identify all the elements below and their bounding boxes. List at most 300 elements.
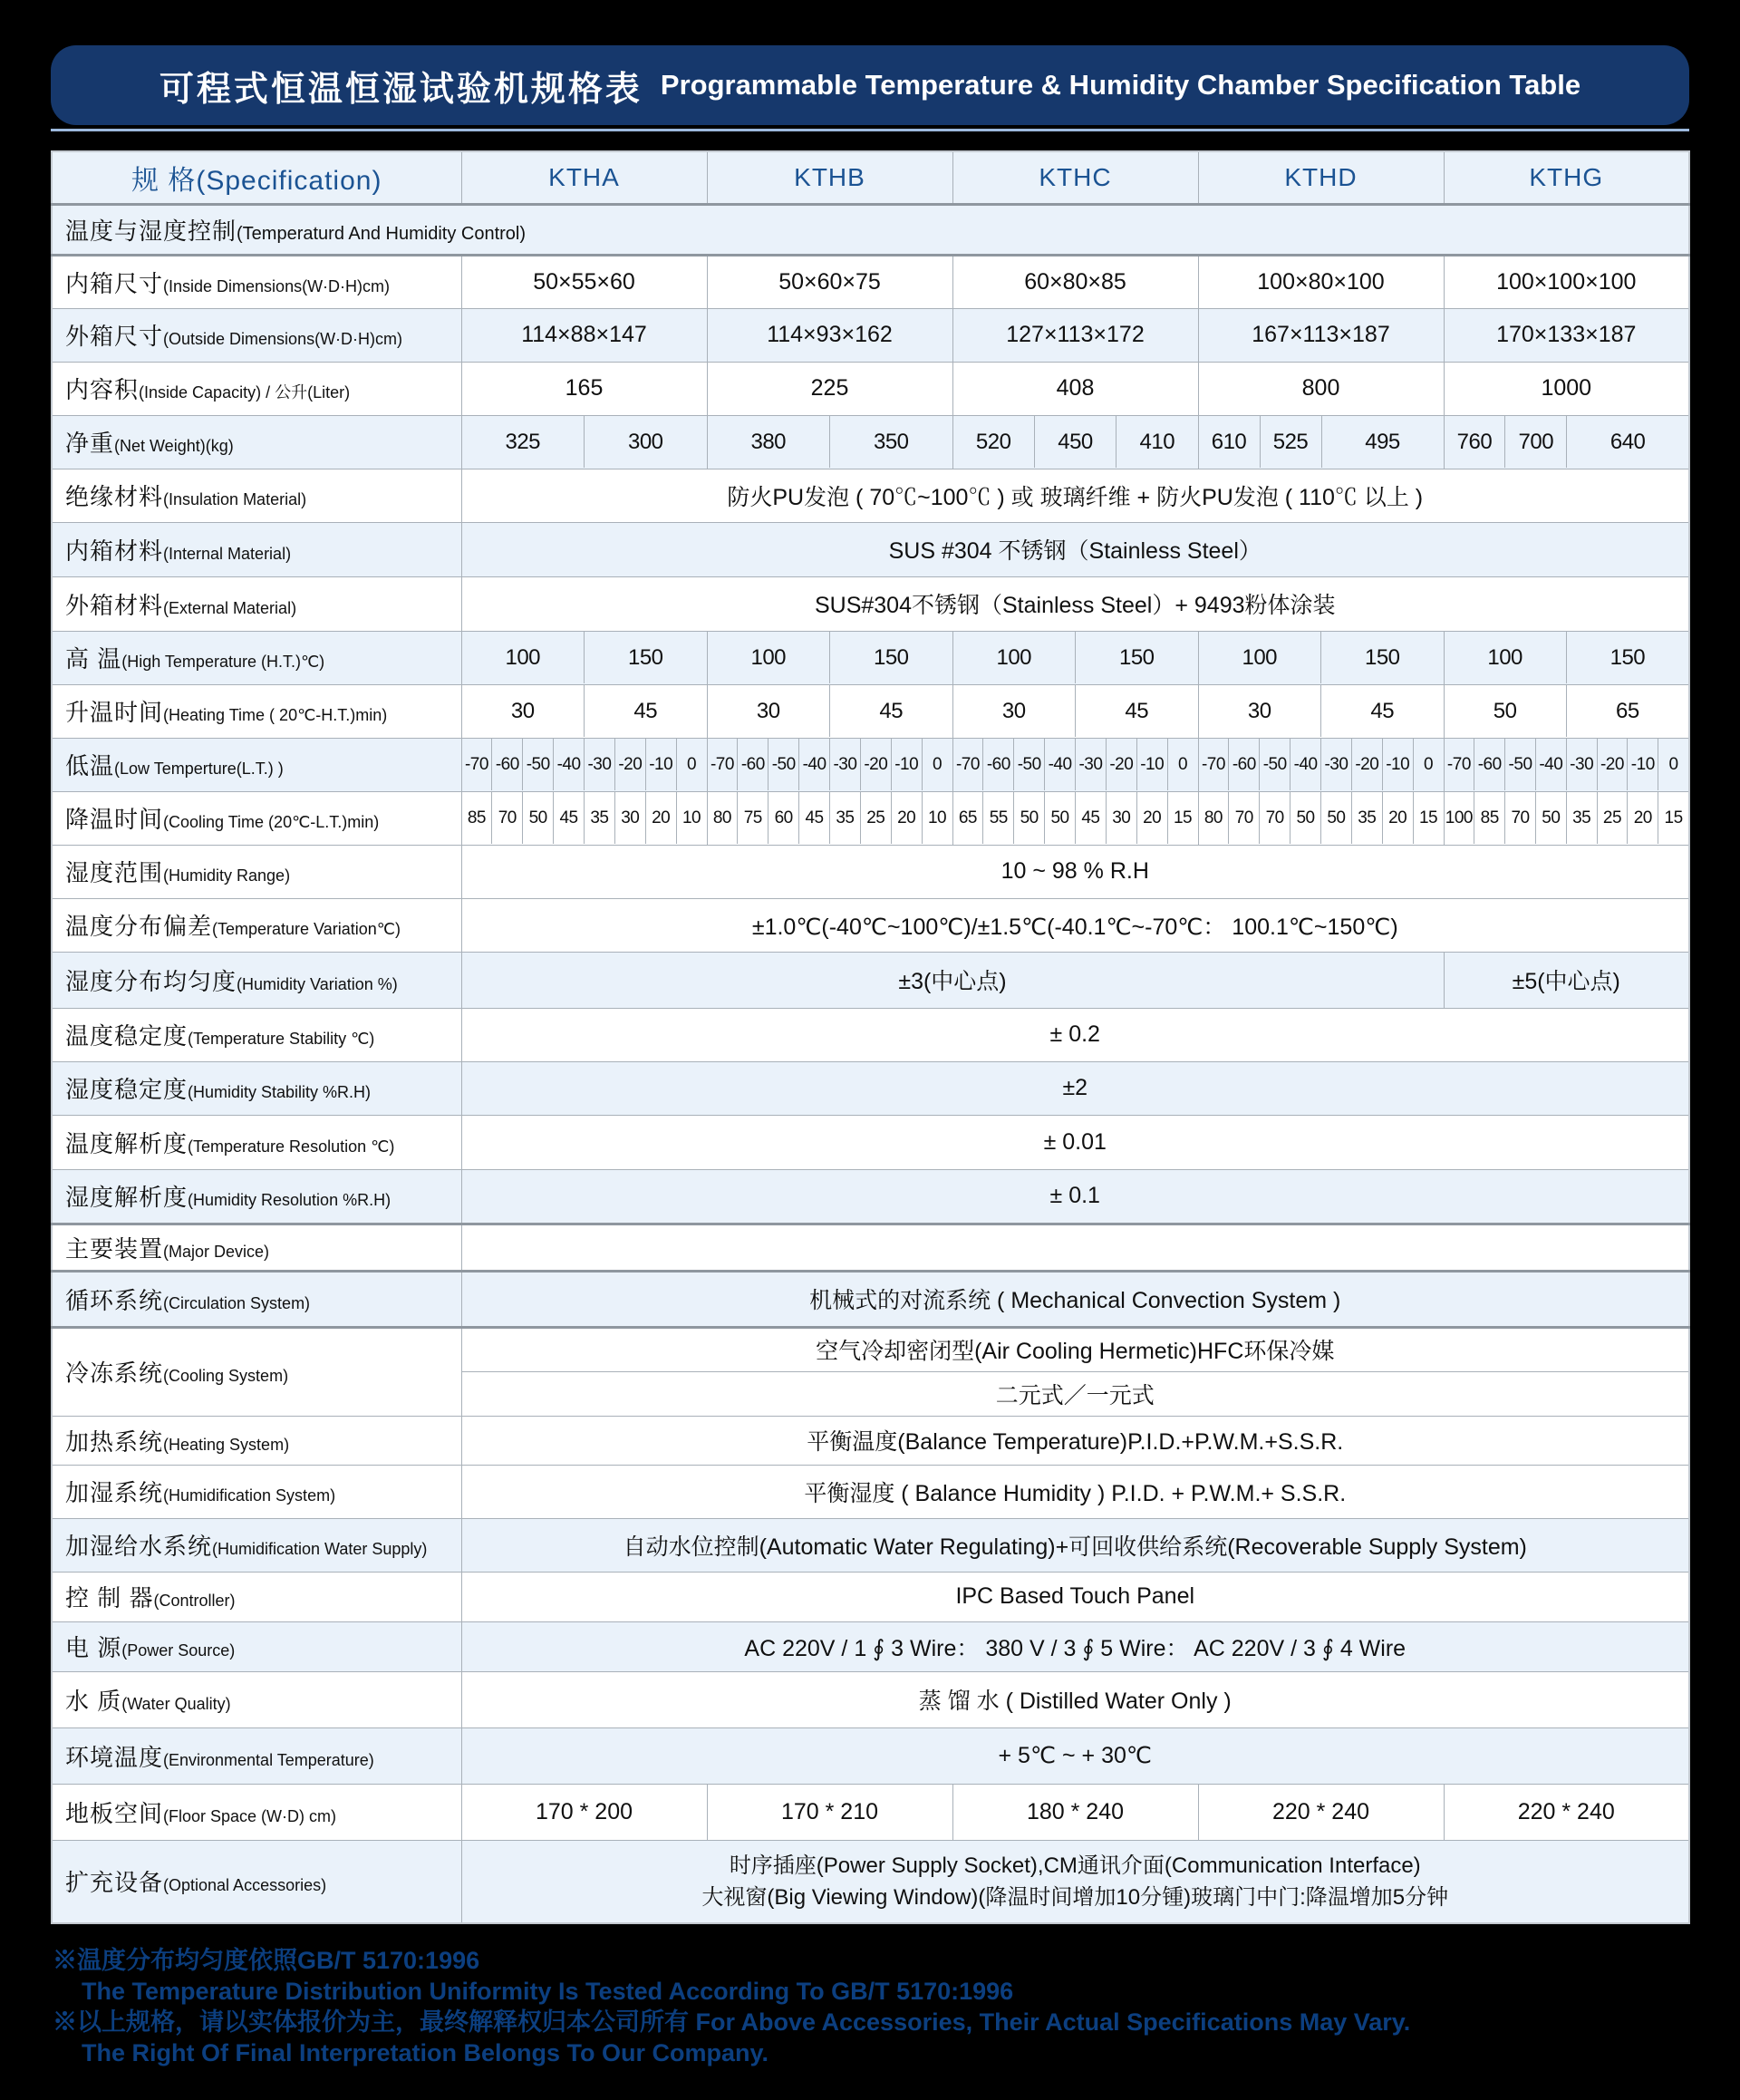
row-label-en: (Inside Capacity) / 公升(Liter): [139, 383, 351, 402]
row-value-cell: 408: [952, 362, 1198, 415]
row-value-cell: 0: [676, 739, 707, 790]
row-value-cell: 70: [1228, 792, 1259, 844]
row-label-en: (Power Source): [121, 1641, 236, 1660]
row-label-zh: 低温: [65, 752, 115, 779]
row-label-zh: 温度稳定度: [65, 1022, 188, 1050]
row-value-cell: -40: [1290, 739, 1320, 790]
row-label: [52, 1224, 461, 1271]
row-label-en: (Humidification Water Supply): [212, 1540, 428, 1558]
row-label-zh: 加湿系统: [65, 1479, 164, 1506]
row-value-cell: 0: [922, 739, 952, 790]
row-value-cell: 50×60×75: [707, 255, 952, 308]
row-label: [52, 898, 461, 952]
row-subrow: [708, 792, 952, 844]
row-label-en: (Low Temperture(L.T.) ): [114, 760, 284, 778]
row-label-zh: 内箱材料: [65, 537, 164, 565]
row-label: [52, 204, 1689, 255]
row-label: [52, 1169, 461, 1224]
row-value-cell: -10: [1627, 739, 1658, 790]
row-value-cell: -30: [1566, 739, 1597, 790]
row-subrow: [953, 685, 1198, 737]
row-value-cell: -50: [768, 739, 798, 790]
page-title-en: Programmable Temperature & Humidity Chamber Specification Table: [660, 69, 1581, 101]
spec-row-humidity-range: [52, 845, 1689, 898]
row-label: [52, 1840, 461, 1923]
row-label-en: (Major Device): [163, 1242, 270, 1261]
row-label-en: (Controller): [153, 1592, 236, 1610]
row-label-zh: 循环系统: [65, 1286, 164, 1314]
spec-row-insulation-material: [52, 469, 1689, 522]
row-value-cell: 50: [1044, 792, 1075, 844]
row-label-en: (Temperature Variation℃): [212, 920, 401, 938]
row-value-cell: 30: [614, 792, 645, 844]
row-value-group: [1444, 631, 1689, 684]
row-value-cell: 150: [1566, 632, 1688, 683]
row-value: 二元式／一元式: [461, 1371, 1689, 1416]
row-value-cell: 45: [1075, 792, 1106, 844]
row-value: 平衡湿度 ( Balance Humidity ) P.I.D. + P.W.M.+ S.S.R.: [461, 1465, 1689, 1518]
spec-row-internal-material: [52, 522, 1689, 576]
row-value-cell: 85: [1474, 792, 1504, 844]
row-label: [52, 362, 461, 415]
row-value-group: [952, 791, 1198, 845]
footnote-line: ※以上规格，请以实体报价为主，最终解释权归本公司所有 For Above Accessories, Their Actual Specifications May Vary.: [53, 2008, 1411, 2036]
row-value-cell: 114×93×162: [707, 308, 952, 362]
footnotes: [53, 1945, 1675, 2068]
row-subrow: [953, 792, 1198, 844]
row-value-group: [461, 738, 707, 791]
row-subrow: [1445, 632, 1689, 683]
row-value: [461, 1224, 1689, 1271]
row-value: + 5℃ ~ + 30℃: [461, 1727, 1689, 1784]
row-value-cell: 65: [958, 808, 977, 827]
row-label-zh: 内箱尺寸: [65, 269, 164, 297]
row-label: [52, 415, 461, 469]
row-label-en: (Temperature Stability ℃): [188, 1030, 375, 1048]
row-value-group: [707, 415, 952, 469]
row-label-en: (External Material): [163, 598, 297, 617]
row-value-cell: 45: [1320, 685, 1444, 737]
row-label: [52, 952, 461, 1008]
row-value: ±3(中心点): [461, 952, 1444, 1008]
row-value-cell: -40: [798, 739, 829, 790]
row-value-cell: 150: [1320, 632, 1444, 683]
row-value-cell: 220 * 240: [1198, 1784, 1444, 1840]
row-subrow: [1199, 739, 1444, 790]
row-value-cell: -60: [1474, 739, 1504, 790]
row-value-group: [1198, 631, 1444, 684]
row-label-zh: 扩充设备: [65, 1869, 164, 1897]
row-value-group: [1444, 738, 1689, 791]
row-value-group: [952, 738, 1198, 791]
row-label-en: (Humidity Variation %): [237, 974, 398, 993]
row-value-cell: 10: [676, 792, 707, 844]
row-label-en: (Floor Space (W·D) cm): [163, 1806, 337, 1825]
row-value: ± 0.01: [461, 1115, 1689, 1169]
row-label-zh: 绝缘材料: [65, 483, 164, 510]
row-value-cell: 35: [829, 792, 860, 844]
row-label: [52, 791, 461, 845]
spec-row-circulation-system: [52, 1271, 1689, 1327]
row-label-zh: 水 质: [65, 1687, 122, 1715]
spec-row-net-weight: [52, 415, 1689, 469]
spec-row-temperature-resolution: [52, 1115, 1689, 1169]
row-value-cell: 20: [1382, 792, 1413, 844]
row-value-cell: 150: [1075, 632, 1198, 683]
row-value-cell: -20: [860, 739, 891, 790]
row-value-cell: -70: [710, 754, 734, 774]
row-value-cell: 20: [645, 792, 676, 844]
row-value-group: [707, 684, 952, 738]
row-value-cell: 45: [1075, 685, 1198, 737]
row-value-group: [1444, 791, 1689, 845]
row-value-cell: 325: [505, 429, 541, 454]
spec-row-high-temperature: [52, 631, 1689, 684]
row-value-cell: 55: [982, 792, 1013, 844]
row-value-cell: -10: [1382, 739, 1413, 790]
model-header-ktha: KTHA: [461, 151, 707, 204]
row-label-en: (Humidity Resolution %R.H): [188, 1191, 392, 1209]
row-label-en: (Insulation Material): [163, 490, 307, 508]
row-label-zh: 冷冻系统: [65, 1360, 164, 1387]
spec-row-temperature-variation: [52, 898, 1689, 952]
row-value-cell: -30: [1320, 739, 1351, 790]
spec-row-controller: [52, 1572, 1689, 1621]
row-value-cell: 170×133×187: [1444, 308, 1689, 362]
row-value-cell: -70: [464, 754, 488, 774]
row-label: [52, 1727, 461, 1784]
row-value-cell: 30: [1001, 698, 1026, 723]
row-label: [52, 631, 461, 684]
row-value-cell: 800: [1198, 362, 1444, 415]
row-label-en: (Cooling System): [163, 1367, 289, 1385]
row-value-cell: -20: [1106, 739, 1136, 790]
row-value-cell: -30: [829, 739, 860, 790]
row-value-cell: 0: [1167, 739, 1198, 790]
row-label-zh: 湿度稳定度: [65, 1076, 188, 1103]
row-label-zh: 主要装置: [65, 1234, 164, 1263]
row-value-cell: 300: [584, 416, 707, 468]
row-value: IPC Based Touch Panel: [461, 1572, 1689, 1621]
row-value-group: [1444, 415, 1689, 469]
row-label: [52, 469, 461, 522]
row-value-cell: 50: [1290, 792, 1320, 844]
row-value: 机械式的对流系统 ( Mechanical Convection System ): [461, 1271, 1689, 1327]
model-header-kthc: KTHC: [952, 151, 1198, 204]
row-value-cell: 35: [584, 792, 614, 844]
banner-underline: [51, 129, 1689, 131]
row-subrow: [462, 416, 707, 468]
row-value-cell: -40: [1044, 739, 1075, 790]
row-value-cell: 35: [1351, 792, 1382, 844]
row-value-cell: 15: [1167, 792, 1198, 844]
row-value-cell: 100×100×100: [1444, 255, 1689, 308]
row-value-cell: 60: [768, 792, 798, 844]
row-subrow: [1199, 416, 1444, 468]
row-value-cell: 100: [1445, 808, 1473, 827]
row-label-zh: 湿度分布均匀度: [65, 967, 237, 995]
row-label: [52, 1518, 461, 1572]
row-value-cell: -50: [1259, 739, 1290, 790]
spec-row-heating-time: [52, 684, 1689, 738]
row-label-zh: 电 源: [65, 1634, 122, 1661]
row-subrow: [708, 416, 952, 468]
row-label-en: (Humidity Range): [163, 866, 291, 885]
row-value-cell: 25: [1597, 792, 1628, 844]
row-label-zh: 温度解析度: [65, 1129, 188, 1157]
row-value-cell: 20: [1136, 792, 1167, 844]
row-value-group: [461, 415, 707, 469]
row-value-cell: 100: [750, 644, 787, 670]
row-value-cell: 70: [1259, 792, 1290, 844]
row-value-cell: 70: [491, 792, 522, 844]
row-value: 蒸 馏 水 ( Distilled Water Only ): [461, 1671, 1689, 1727]
row-label-zh: 加湿给水系统: [65, 1533, 213, 1560]
row-label: [52, 1465, 461, 1518]
spec-row-humidity-variation: [52, 952, 1689, 1008]
row-value-cell: 150: [584, 632, 707, 683]
row-label-en: (Heating Time ( 20℃-H.T.)min): [163, 706, 388, 724]
row-value-group: [707, 791, 952, 845]
row-value-cell: 60×80×85: [952, 255, 1198, 308]
row-value-cell: 65: [1566, 685, 1688, 737]
row-label-zh: 升温时间: [65, 699, 164, 726]
row-value-cell: 150: [829, 632, 952, 683]
row-value-cell: 640: [1566, 416, 1688, 468]
row-value-group: [952, 415, 1198, 469]
spec-row-external-material: [52, 576, 1689, 631]
row-value-group: [1198, 738, 1444, 791]
row-value-cell: 50: [1013, 792, 1044, 844]
row-value-cell: -70: [1446, 754, 1471, 774]
row-value-cell: -20: [1351, 739, 1382, 790]
row-value-cell: 520: [975, 429, 1011, 454]
spec-row-heating-system: [52, 1416, 1689, 1465]
row-value-cell: 20: [891, 792, 922, 844]
row-value: 10 ~ 98 % R.H: [461, 845, 1689, 898]
row-label-zh: 外箱尺寸: [65, 323, 164, 350]
row-label-zh: 控 制 器: [65, 1584, 154, 1611]
row-value-cell: 1000: [1444, 362, 1689, 415]
row-label: [52, 1572, 461, 1621]
row-label-en: (Environmental Temperature): [163, 1750, 374, 1769]
row-value-cell: -30: [584, 739, 614, 790]
row-label-en: (Internal Material): [163, 544, 292, 563]
row-label-zh: 降温时间: [65, 806, 164, 833]
footnote-line: ※温度分布均匀度依照GB/T 5170:1996: [53, 1947, 480, 1974]
row-label: [52, 308, 461, 362]
row-value-cell: -50: [522, 739, 553, 790]
row-value-cell: 30: [756, 698, 780, 723]
row-value-cell: 220 * 240: [1444, 1784, 1689, 1840]
row-value-cell: 45: [584, 685, 707, 737]
row-value-cell: -10: [645, 739, 676, 790]
row-value: ± 0.1: [461, 1169, 1689, 1224]
row-label-en: (High Temperature (H.T.)℃): [121, 653, 325, 671]
row-value-cell: 100×80×100: [1198, 255, 1444, 308]
row-subrow: [708, 739, 952, 790]
spec-row-environmental-temperature: [52, 1727, 1689, 1784]
row-label: [52, 576, 461, 631]
row-value: AC 220V / 1 ∮ 3 Wire： 380 V / 3 ∮ 5 Wire： AC 220V / 3 ∮ 4 Wire: [461, 1621, 1689, 1671]
row-label-zh: 加热系统: [65, 1427, 164, 1456]
row-label: [52, 845, 461, 898]
row-value-group: [1198, 791, 1444, 845]
row-value-group: [1198, 415, 1444, 469]
row-value-cell: -20: [1597, 739, 1628, 790]
row-label-en: (Inside Dimensions(W·D·H)cm): [163, 276, 391, 295]
row-value-cell: 100: [996, 644, 1032, 670]
spec-row-humidification-system: [52, 1465, 1689, 1518]
row-value-cell: 30: [510, 698, 535, 723]
row-value-cell: 50: [1320, 792, 1351, 844]
spec-row-inside-dimensions: [52, 255, 1689, 308]
row-subrow: [462, 685, 707, 737]
row-label-zh: 内容积: [65, 376, 140, 403]
row-label-en: (Heating System): [163, 1435, 290, 1454]
row-label-en: (Net Weight)(kg): [114, 437, 234, 455]
row-label-zh: 高 温: [65, 645, 122, 673]
row-label-en: (Water Quality): [121, 1694, 231, 1713]
row-value-cell: -10: [1136, 739, 1167, 790]
row-value-cell: 380: [750, 429, 787, 454]
row-value-cell: -30: [1075, 739, 1106, 790]
row-value-cell: -40: [553, 739, 584, 790]
footnote-line: The Temperature Distribution Uniformity Is Tested According To GB/T 5170:1996: [82, 1978, 1014, 2005]
spec-row-power-source: [52, 1621, 1689, 1671]
row-value-cell: 80: [712, 808, 731, 827]
row-value-cell: 15: [1658, 792, 1688, 844]
row-value-cell: 0: [1413, 739, 1444, 790]
spec-header-row: [52, 151, 1689, 204]
row-label: [52, 684, 461, 738]
row-value: ±1.0℃(-40℃~100℃)/±1.5℃(-40.1℃~-70℃： 100.1℃~150℃): [461, 898, 1689, 952]
row-value-cell: -40: [1535, 739, 1566, 790]
row-label: [52, 1061, 461, 1115]
row-value-cell: 70: [1504, 792, 1535, 844]
row-value-cell: 170 * 200: [461, 1784, 707, 1840]
row-subrow: [462, 739, 707, 790]
row-label-zh: 地板空间: [65, 1799, 164, 1827]
row-value-cell: -10: [891, 739, 922, 790]
row-value-cell: 30: [1106, 792, 1136, 844]
row-value-cell: 525: [1260, 416, 1321, 468]
row-value-line: 大视窗(Big Viewing Window)(降温时间增加10分锺)玻璃门中门:降温增加5分钟: [701, 1884, 1449, 1910]
row-label-en: (Humidity Stability %R.H): [188, 1083, 372, 1101]
row-value-group: [1198, 684, 1444, 738]
row-subrow: [953, 739, 1198, 790]
row-value-cell: 760: [1456, 429, 1493, 454]
row-value-cell: -50: [1013, 739, 1044, 790]
row-value-group: [952, 631, 1198, 684]
row-value-cell: 127×113×172: [952, 308, 1198, 362]
row-value-group: [952, 684, 1198, 738]
row-subrow: [953, 416, 1198, 468]
row-value-cell: 50×55×60: [461, 255, 707, 308]
spec-row-cooling-time: [52, 791, 1689, 845]
row-label-zh: 湿度范围: [65, 859, 164, 886]
row-label: [52, 522, 461, 576]
spec-row-inside-capacity: [52, 362, 1689, 415]
page-title-zh: 可程式恒温恒湿试验机规格表: [159, 70, 643, 109]
row-subrow: [1445, 792, 1689, 844]
row-value-cell: 50: [522, 792, 553, 844]
row-label: [52, 1416, 461, 1465]
row-value-cell: 225: [707, 362, 952, 415]
row-value: 平衡温度(Balance Temperature)P.I.D.+P.W.M.+S.S.R.: [461, 1416, 1689, 1465]
spec-row-low-temperature: [52, 738, 1689, 791]
row-subrow: [953, 632, 1198, 683]
row-label-en: (Optional Accessories): [163, 1876, 327, 1895]
title-banner: [51, 45, 1689, 125]
spec-row-water-quality: [52, 1671, 1689, 1727]
row-label: [52, 1784, 461, 1840]
row-value-cell: 85: [467, 808, 486, 827]
row-value-cell: 114×88×147: [461, 308, 707, 362]
row-value-cell: 495: [1321, 416, 1444, 468]
row-value-group: [1444, 684, 1689, 738]
row-subrow: [1199, 792, 1444, 844]
row-label-zh: 环境温度: [65, 1743, 164, 1771]
row-label-en: (Temperature Resolution ℃): [188, 1137, 395, 1156]
row-label-zh: 外箱材料: [65, 591, 164, 619]
row-value: ±5(中心点): [1444, 952, 1689, 1008]
row-value-cell: 75: [737, 792, 768, 844]
row-label-en: (Humidification System): [163, 1486, 336, 1505]
row-value-cell: 45: [798, 792, 829, 844]
row-value-cell: 165: [461, 362, 707, 415]
row-value-cell: 0: [1658, 739, 1688, 790]
row-value-group: [461, 631, 707, 684]
row-value-cell: 15: [1413, 792, 1444, 844]
row-subrow: [1445, 685, 1689, 737]
row-value-group: [707, 738, 952, 791]
row-subrow: [462, 792, 707, 844]
row-value-cell: 350: [829, 416, 952, 468]
spec-row-floor-space: [52, 1784, 1689, 1840]
spec-header-cell: 规 格(Specification): [52, 151, 461, 204]
row-label-zh: 净重: [65, 430, 115, 457]
row-value-cell: 80: [1204, 808, 1223, 827]
row-value-cell: 35: [1566, 792, 1597, 844]
row-subrow: [462, 632, 707, 683]
row-value-group: [461, 684, 707, 738]
row-subrow: [1199, 632, 1444, 683]
row-value-cell: -70: [1201, 754, 1225, 774]
row-value: 自动水位控制(Automatic Water Regulating)+可回收供给系统(Recoverable Supply System): [461, 1518, 1689, 1572]
row-subrow: [708, 632, 952, 683]
row-label-zh: 湿度解析度: [65, 1184, 188, 1211]
row-value: [461, 1840, 1689, 1923]
model-header-kthg: KTHG: [1444, 151, 1689, 204]
row-value-cell: -70: [955, 754, 980, 774]
row-label: [52, 1271, 461, 1327]
row-value-cell: 50: [1493, 698, 1517, 723]
row-value-cell: -60: [491, 739, 522, 790]
footnote-line: The Right Of Final Interpretation Belongs To Our Company.: [82, 2039, 769, 2066]
model-header-kthd: KTHD: [1198, 151, 1444, 204]
row-value: SUS#304不锈钢（Stainless Steel）+ 9493粉体涂装: [461, 576, 1689, 631]
row-subrow: [1445, 416, 1689, 468]
row-value: ± 0.2: [461, 1008, 1689, 1061]
specification-table: [51, 150, 1690, 1924]
row-value-cell: 10: [922, 792, 952, 844]
spec-row-humidification-water-supply: [52, 1518, 1689, 1572]
model-header-kthb: KTHB: [707, 151, 952, 204]
row-value-cell: 50: [1535, 792, 1566, 844]
row-value-cell: 100: [1242, 644, 1278, 670]
row-label-en: (Outside Dimensions(W·D·H)cm): [163, 330, 403, 348]
